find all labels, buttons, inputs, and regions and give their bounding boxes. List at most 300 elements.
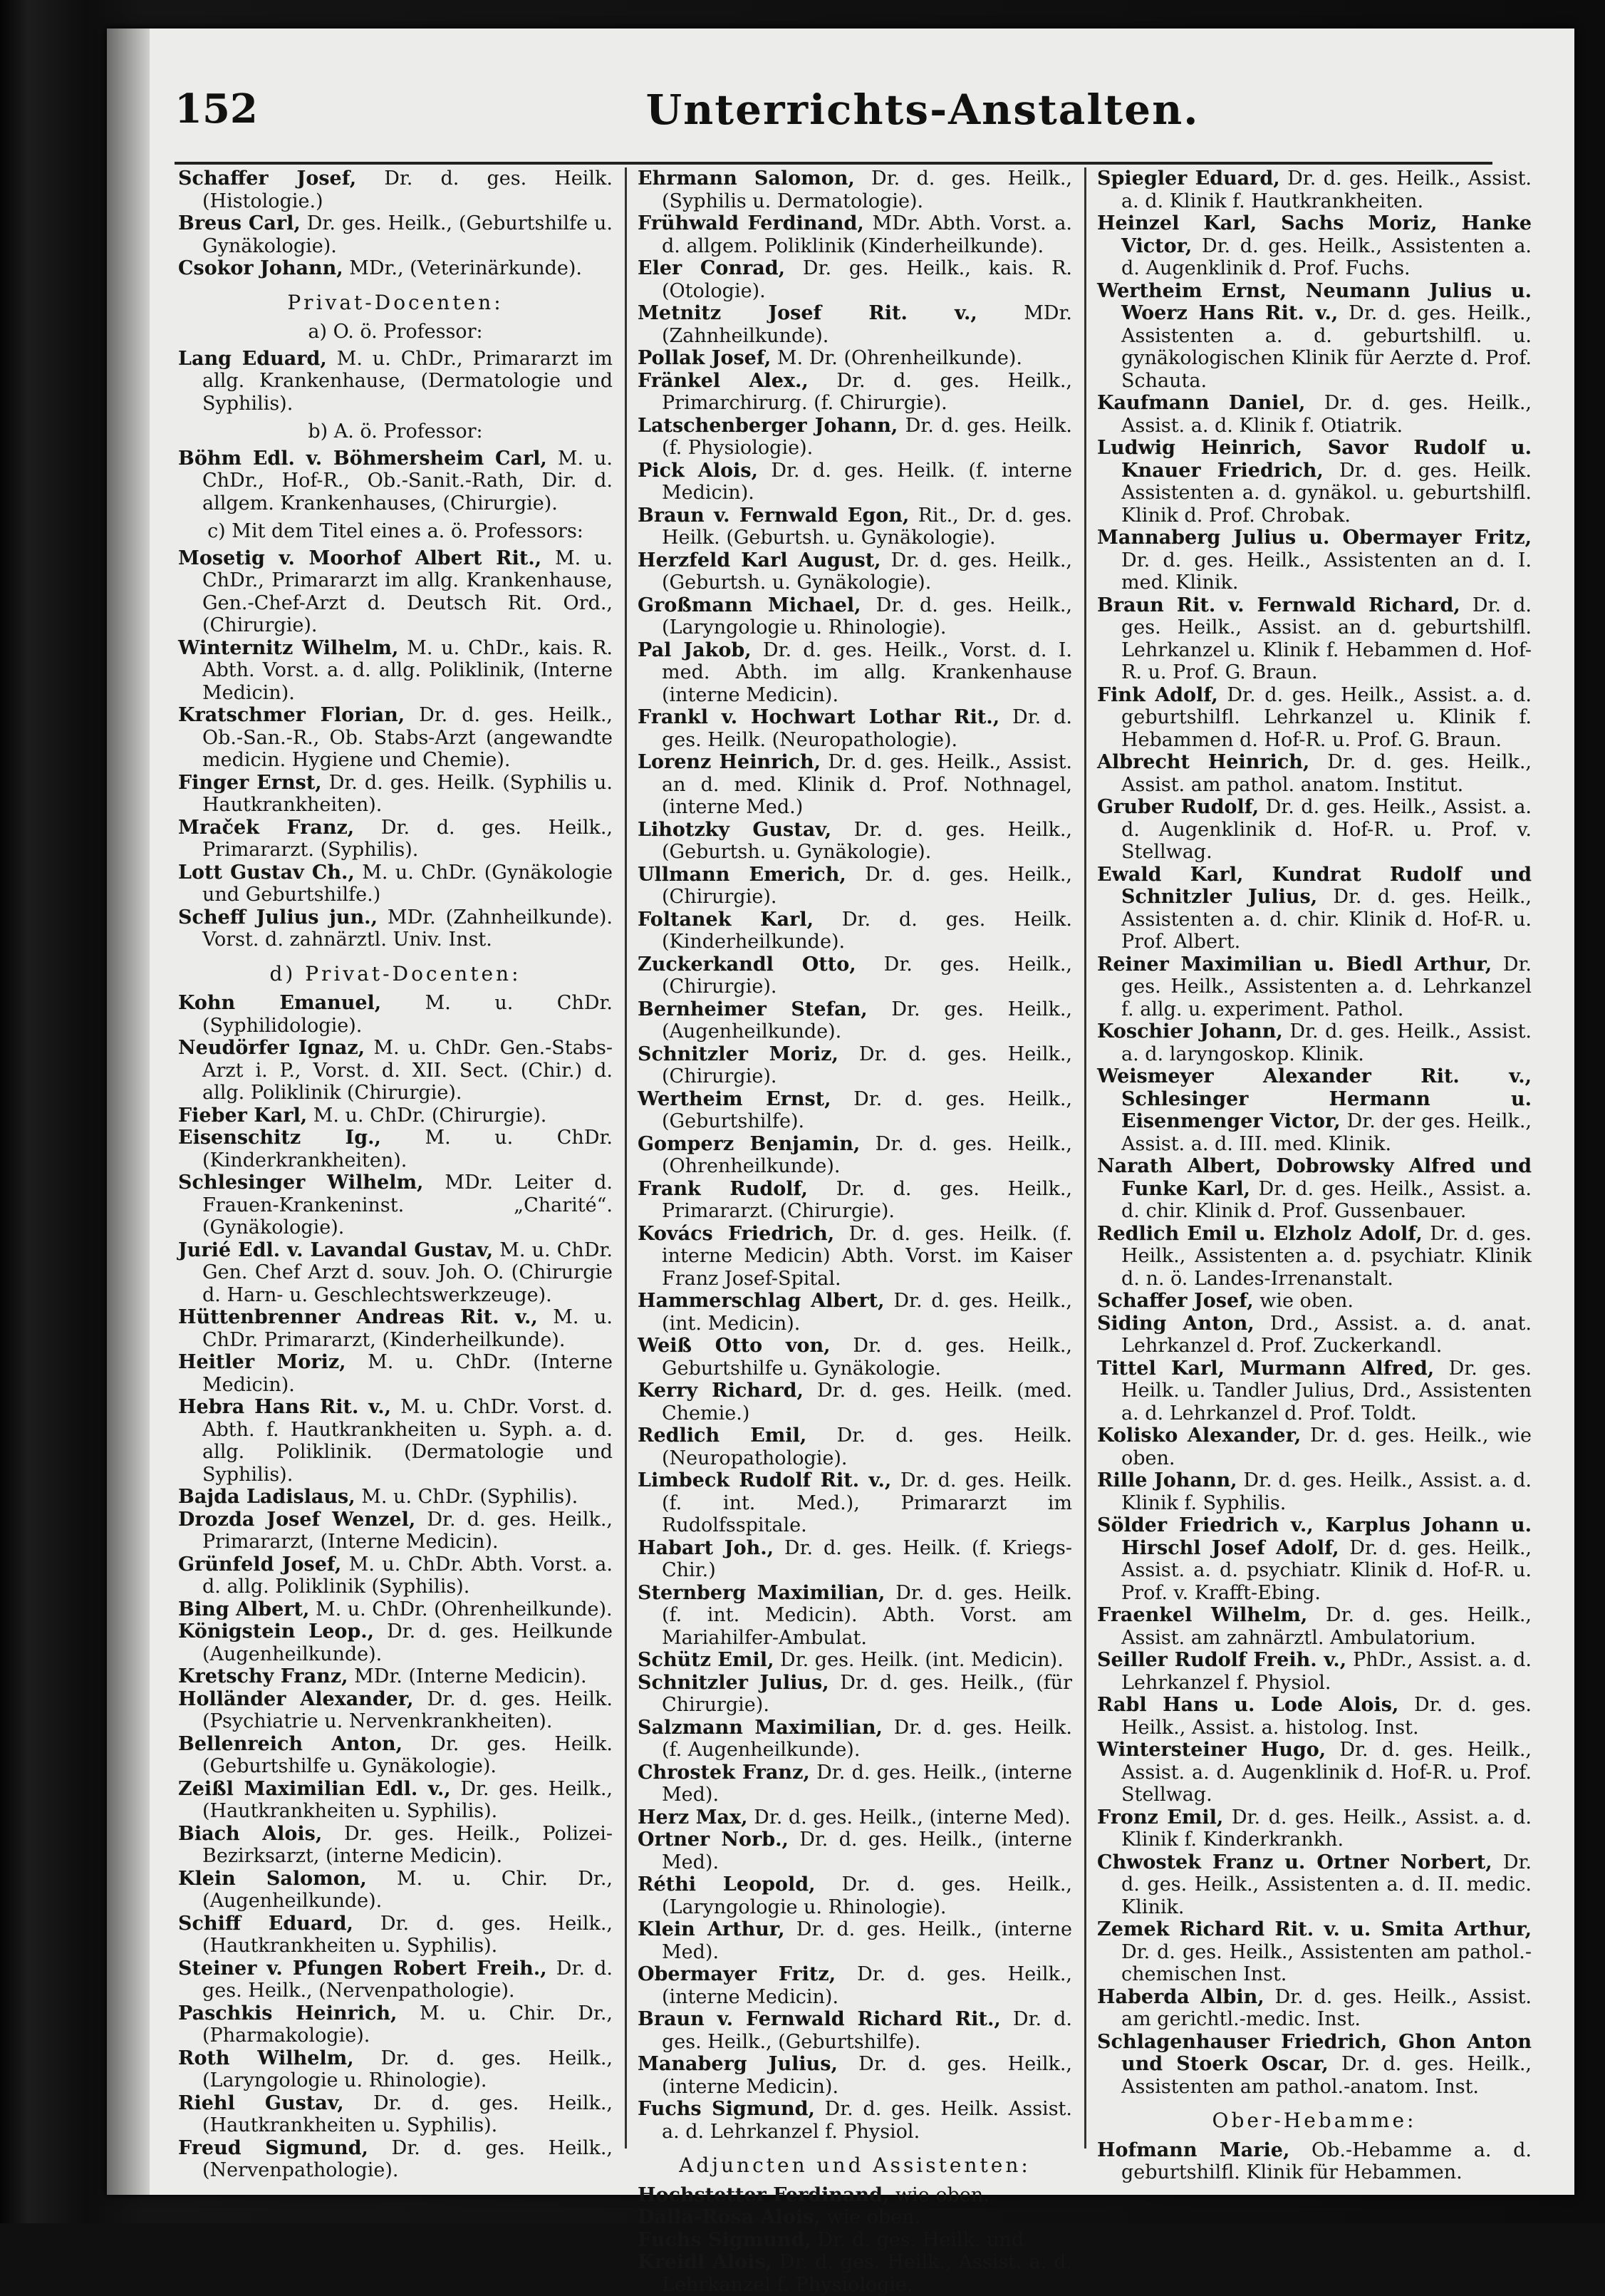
directory-entry [1097,527,1532,594]
directory-entry [1097,1020,1532,1065]
directory-entry [638,1717,1072,1762]
entry-name: Obermayer Fritz, [638,1963,836,1985]
entry-details: Dr. d. ges. Heilk., Assist. an d. med. Klinik d. Prof. Nothnagel, (interne Med.) [662,751,1072,818]
entry-name: Klein Arthur, [638,1918,785,1940]
directory-entry [178,1598,613,1621]
entry-details: Dr. d. ges. Heilk., Assist. am gerichtl.-medic. Inst. [1121,1985,1532,2030]
entry-details: Dr. d. ges. Heilk. (Histologie.) [202,167,613,212]
entry-name: Kratschmer Florian, [178,704,405,726]
entry-details: Dr. d. ges. Heilk., (Nervenpathologie). [202,2136,613,2181]
directory-entry [638,460,1072,505]
entry-details: Dr. ges. Heilk. (Geburtshilfe u. Gynäkologie). [202,1732,613,1777]
entry-details: Dr. d. ges. Heilk., Assist. a. d. Klinik f. Kinderkrankh. [1121,1806,1532,1851]
entry-details: M. u. ChDr. Gen.-Stabs-Arzt i. P., Vorst. d. XII. Sect. (Chir.) d. allg. Poliklinik (Chirurgie). [202,1037,613,1104]
entry-details: Rit., Dr. d. ges. Heilk. (Geburtsh. u. Gynäkologie). [662,504,1072,549]
entry-details: Dr. d. ges. Heilk., (Laryngologie u. Rhinologie). [662,1873,1072,1918]
text-column-2 [638,167,1073,2296]
directory-entry [638,212,1072,257]
directory-entry [638,167,1072,212]
entry-name: Redlich Emil, [638,1424,807,1447]
entry-name: Koschier Johann, [1097,1020,1283,1043]
entry-details: Dr. d. ges. Heilk., Primararzt. (Chirurgie). [662,1177,1072,1222]
entry-name: Fraenkel Wilhelm, [1097,1604,1308,1626]
entry-name: Fuchs Sigmund, [638,2098,815,2120]
entry-details: Dr. d. ges. Heilk., wie oben. [1121,1424,1532,1469]
directory-entry [178,448,613,515]
entry-details: Dr. d. ges. Heilk., (Geburtsh. u. Gynäkologie). [662,549,1072,594]
directory-entry [178,1553,613,1598]
directory-entry [1097,1290,1532,1313]
entry-name: Latschenberger Johann, [638,414,898,437]
entry-name: Schaffer Josef, [1097,1290,1254,1312]
entry-details: Dr. d. ges. Heilk., Assist. a. d. Klinik f. Hautkrankheiten. [1121,167,1532,212]
entry-name: Wertheim Ernst, [638,1087,831,1110]
entry-name: Heitler Moriz, [178,1351,346,1373]
entry-details: M. u. ChDr., Primararzt im allg. Krankenhause, Gen.-Chef-Arzt d. Deutsch Rit. Ord., (Chirurgie). [202,547,613,636]
entry-details: Dr. d. ges. Heilk., (interne Med). [747,1806,1071,1829]
directory-entry [638,2251,1072,2296]
entry-details: Dr. d. ges. Heilk., (interne Med). [662,1761,1072,1806]
entry-name: Mosetig v. Moorhof Albert Rit., [178,547,542,569]
subsection-heading: c) Mit dem Titel eines a. ö. Professors: [207,520,583,542]
directory-entry [178,1105,613,1127]
directory-entry [1097,1223,1532,1291]
entry-details: Dr. d. ges. Heilk., (Chirurgie). [662,863,1073,908]
entry-details: Dr. d. ges. Heilk., Assist. a. d. Klinik f. Syphilis. [1121,1469,1532,1514]
entry-details: Dr. d. ges. Heilk., Assist. a. d. psychiatr. Klinik d. Hof-R. u. Prof. v. Krafft-Ebing. [1121,1536,1532,1604]
directory-entry [1097,437,1532,527]
directory-entry [178,1620,613,1665]
entry-details: Dr. d. ges. Heilk., (Laryngologie u. Rhinologie). [202,2047,613,2091]
entry-name: Weismeyer Alexander Rit. v., Schlesinger Hermann u. Eisenmenger Victor, [1097,1065,1532,1132]
entry-name: Frühwald Ferdinand, [638,212,864,234]
directory-entry [638,1335,1072,1380]
directory-entry [1097,684,1532,752]
entry-name: Chrostek Franz, [638,1761,810,1784]
directory-entry [178,547,613,637]
directory-entry [1097,1514,1532,1604]
directory-entry [178,2002,613,2047]
directory-entry [1097,1986,1532,2031]
entry-name: Hebra Hans Rit. v., [178,1396,392,1418]
entry-name: Redlich Emil u. Elzholz Adolf, [1097,1222,1423,1245]
entry-details: M. u. ChDr., Primararzt im allg. Krankenhause, (Dermatologie und Syphilis). [202,347,613,415]
entry-name: Königstein Leop., [178,1620,375,1643]
directory-entry [638,1829,1072,1873]
entry-details: Dr. d. ges. Heilk. (f. int. Medicin). Abth. Vorst. am Mariahilfer-Ambulat. [662,1581,1072,1649]
entry-name: Schütz Emil, [638,1649,774,1671]
directory-entry [638,1223,1072,1291]
entry-name: Pollak Josef, [638,347,772,369]
entry-details: M. u. ChDr., kais. R. Abth. Vorst. a. d. allg. Poliklinik, (Interne Medicin). [202,636,613,704]
directory-entry [638,909,1072,953]
entry-name: Salzmann Maximilian, [638,1716,883,1739]
directory-entry [178,862,613,906]
directory-entry [178,1913,613,1958]
entry-name: Braun v. Fernwald Richard Rit., [638,2008,1001,2030]
entry-name: Ludwig Heinrich, Savor Rudolf u. Knauer Friedrich, [1097,437,1532,482]
entry-details: Dr. d. ges. Heilk., (interne Medicin). [662,2053,1073,2098]
entry-details: Dr. d. ges. Heilk., (Syphilis u. Dermatologie). [662,167,1073,212]
entry-name: Metnitz Josef Rit. v., [638,302,977,324]
entry-name: Dalla-Rosa Alois, [638,2206,821,2228]
entry-name: Herzfeld Karl August, [638,549,881,572]
entry-name: Kerry Richard, [638,1380,804,1402]
directory-entry [178,1509,613,1553]
directory-entry [1097,1155,1532,1223]
entry-name: Roth Wilhelm, [178,2047,354,2069]
directory-entry [1097,212,1532,280]
entry-name: Haberda Albin, [1097,1985,1264,2008]
entry-details: Drd., Assist. a. d. anat. Lehrkanzel d. Prof. Zuckerkandl. [1121,1312,1532,1357]
entry-name: Schaffer Josef, [178,167,357,190]
entry-name: Chwostek Franz u. Ortner Norbert, [1097,1851,1492,1873]
directory-entry [1097,392,1532,437]
entry-name: Heinzel Karl, Sachs Moriz, Hanke Victor, [1097,212,1532,257]
entry-name: Fuchs Sigmund, [638,2228,811,2251]
entry-details: M. u. ChDr. (Ohrenheilkunde). [309,1598,613,1620]
entry-details: Dr. d. ges. Heilk. (f. Augenheilkunde). [662,1716,1072,1761]
directory-entry [1097,167,1532,212]
entry-name: Fieber Karl, [178,1104,308,1127]
entry-details: Dr. ges. Heilk., (Augenheilkunde). [662,998,1072,1043]
entry-details: Dr. d. ges. Heilk., Assist. a. d. chir. Klinik d. Prof. Gussenbauer. [1121,1177,1532,1222]
entry-name: Braun Rit. v. Fernwald Richard, [1097,594,1460,616]
entry-details: Dr. d. ges. Heilk. (Psychiatrie u. Nervenkrankheiten). [202,1687,613,1732]
entry-details: Dr. d. ges. Heilk. Assist. a. d. Lehrkanzel f. Physiol. [662,2098,1072,2143]
entry-name: Herz Max, [638,1806,748,1829]
entry-name: Seiller Rudolf Freih. v., [1097,1649,1347,1671]
entry-name: Böhm Edl. v. Böhmersheim Carl, [178,447,547,470]
entry-details: Dr. d. ges. Heilk., Assist. am pathol. anatom. Institut. [1121,751,1532,796]
entry-name: Biach Alois, [178,1822,323,1845]
directory-entry [638,302,1072,347]
entry-name: Weiß Otto von, [638,1335,831,1357]
entry-name: Kohn Emanuel, [178,992,382,1014]
directory-entry [1097,1469,1532,1514]
directory-entry [638,864,1072,909]
entry-name: Freud Sigmund, [178,2136,368,2159]
entry-details: Dr. d. ges. Heilk., Assist. a. d. geburtshilfl. Lehrkanzel u. Klinik f. Hebammen d. Hof-R. u. Prof. G. Braun. [1121,683,1532,751]
entry-details: Dr. ges. Heilk., (Hautkrankheiten u. Syphilis). [202,1777,613,1822]
directory-entry [638,1873,1072,1918]
entry-name: Jurié Edl. v. Lavandal Gustav, [178,1239,494,1261]
directory-entry [178,637,613,705]
entry-name: Klein Salomon, [178,1867,367,1890]
directory-entry [178,1868,613,1913]
directory-entry [1097,953,1532,1021]
entry-name: Albrecht Heinrich, [1097,751,1310,773]
entry-name: Frankl v. Hochwart Lothar Rit., [638,706,1000,728]
entry-name: Limbeck Rudolf Rit. v., [638,1469,892,1491]
directory-entry [178,1733,613,1778]
entry-details: Dr. d. ges. Heilk., Assist. a. d. laryngoskop. Klinik. [1121,1020,1532,1065]
entry-name: Gruber Rudolf, [1097,796,1259,818]
directory-entry [1097,1065,1532,1155]
directory-entry [1097,1649,1532,1694]
entry-name: Braun v. Fernwald Egon, [638,504,910,527]
entry-name: Bernheimer Stefan, [638,998,868,1020]
directory-entry [1097,1739,1532,1806]
entry-name: Ewald Karl, Kundrat Rudolf und Schnitzler Julius, [1097,863,1532,908]
entry-name: Bajda Ladislaus, [178,1486,355,1508]
directory-entry [638,1649,1072,1672]
directory-entry [1097,796,1532,864]
entry-details: Dr. d. ges. Heilk., (Hautkrankheiten u. Syphilis). [202,2091,613,2136]
directory-entry [638,257,1072,302]
page-gutter [107,29,150,2195]
entry-name: Grünfeld Josef, [178,1553,342,1576]
entry-name: Tittel Karl, Murmann Alfred, [1097,1357,1435,1380]
entry-name: Lorenz Heinrich, [638,751,821,773]
entry-details: Dr. d. ges. Heilk., Assist. a. d. Klinik f. Otiatrik. [1121,392,1532,437]
directory-entry [1097,594,1532,684]
entry-name: Gomperz Benjamin, [638,1132,861,1155]
directory-entry [178,1239,613,1307]
entry-name: Eisenschitz Ig., [178,1127,381,1149]
entry-name: Fränkel Alex., [638,369,809,392]
page-title: Unterrichts-Anstalten. [645,86,1200,134]
header-rule [175,162,1492,165]
page-header [107,86,1574,150]
directory-entry [638,370,1072,415]
entry-details: Dr. d. ges. Heilkunde (Augenheilkunde). [202,1620,613,1665]
directory-entry [178,1958,613,2002]
directory-entry [638,998,1072,1043]
entry-name: Habart Joh., [638,1536,774,1559]
entry-name: Spiegler Eduard, [1097,167,1280,190]
entry-details: Dr. d. ges. Heilk., (interne Med). [662,1829,1072,1873]
entry-details: M. u. ChDr. (Syphilis). [355,1486,578,1508]
entry-details: Dr. d. ges. Heilk., Assist. a. d. Augenklinik d. Hof-R. u. Prof. v. Stellwag. [1121,796,1532,863]
directory-entry [178,1127,613,1172]
entry-details: Dr. d. ges. Heilk., Assistenten am pathol.-chemischen Inst. [1121,1940,1532,1985]
entry-name: Rabl Hans u. Lode Alois, [1097,1694,1399,1716]
entry-details: M. Dr. (Ohrenheilkunde). [771,347,1022,369]
entry-name: Riehl Gustav, [178,2091,344,2114]
entry-details: MDr., (Veterinärkunde). [343,257,582,279]
directory-entry [638,819,1072,864]
entry-name: Lott Gustav Ch., [178,861,355,884]
entry-details: Dr. ges. Heilk., kais. R. (Otologie). [662,257,1072,302]
entry-details: M. u. ChDr. Vorst. d. Abth. f. Hautkrankheiten u. Syph. a. d. allg. Poliklinik. (Dermatologie und Syphilis). [202,1396,613,1486]
directory-entry [178,772,613,817]
entry-details: Dr. d. ges. Heilk., (Hautkrankheiten u. Syphilis). [202,1912,613,1957]
entry-name: Pick Alois, [638,459,758,482]
entry-name: Hochstetter Ferdinand, [638,2183,890,2206]
entry-details: Dr. d. ges. Heilk. (f. interne Medicin) Abth. Vorst. im Kaiser Franz Josef-Spital. [662,1222,1072,1290]
directory-entry [638,1918,1072,1963]
directory-entry [178,817,613,862]
directory-entry [178,167,613,212]
entry-details: Dr. ges. Heilk., (Geburtshilfe u. Gynäkologie). [202,212,613,257]
entry-details: Dr. ges. Heilk., Polizei-Bezirksarzt, (interne Medicin). [202,1822,613,1867]
directory-entry [1097,1806,1532,1851]
entry-name: Steiner v. Pfungen Robert Freih., [178,1957,547,1980]
entry-name: Fink Adolf, [1097,683,1218,706]
directory-entry [638,2053,1072,2098]
entry-name: Lihotzky Gustav, [638,818,832,841]
entry-name: Foltanek Karl, [638,908,814,931]
entry-name: Réthi Leopold, [638,1873,816,1896]
directory-entry [638,751,1072,819]
directory-entry [638,1088,1072,1133]
entry-name: Csokor Johann, [178,257,343,279]
entry-details: PhDr., Assist. a. d. Lehrkanzel f. Physiol. [1121,1649,1532,1694]
entry-name: Sternberg Maximilian, [638,1581,885,1604]
directory-entry [638,1178,1072,1223]
entry-name: Fronz Emil, [1097,1806,1224,1829]
section-heading: Adjuncten und Assistenten: [679,2153,1031,2177]
entry-details: Dr. d. ges. Heilk. Assistenten a. d. gynäkol. u. geburtshilfl. Klinik d. Prof. Chrobak. [1121,459,1532,527]
entry-details: Dr. d. ges. Heilk., Assistenten am pathol.-anatom. Inst. [1121,2053,1532,2098]
entry-details: M. u. ChDr. Gen. Chef Arzt d. souv. Joh. O. (Chirurgie d. Harn- u. Geschlechtswerkzeuge). [202,1239,613,1306]
entry-details: wie oben. [889,2183,990,2206]
entry-details: Dr. d. ges. Heilk., Assist. a. d. Augenklinik d. Hof-R. u. Prof. Stellwag. [1121,1739,1532,1806]
entry-details: Dr. d. ges. Heilk., Assist. an d. geburtshilfl. Lehrkanzel u. Klinik f. Hebammen d. Hof-R. u. Prof. G. Braun. [1121,594,1532,683]
entry-details: MDr. (Interne Medicin). [348,1665,587,1687]
entry-details: Dr. d. ges. Heilk., (Geburtshilfe). [662,1087,1073,1132]
directory-entry [178,212,613,257]
entry-name: Eler Conrad, [638,257,786,279]
directory-entry [638,1672,1072,1717]
directory-entry [638,953,1072,998]
entry-details: wie oben. [820,2206,921,2228]
directory-entry [178,1688,613,1733]
entry-name: Mraček Franz, [178,816,355,839]
entry-details: M. u. ChDr., Hof-R., Ob.-Sanit.-Rath, Dir. d. allgem. Krankenhauses, (Chirurgie). [202,447,613,514]
directory-entry [1097,1694,1532,1739]
entry-details: Dr. d. ges. Heilk., Primararzt, (Interne Medicin). [202,1508,613,1553]
entry-details: Dr. der ges. Heilk., Assist. a. d. III. med. Klinik. [1121,1110,1532,1155]
entry-details: Dr. ges. Heilk., (Chirurgie). [662,953,1072,998]
entry-name: Wintersteiner Hugo, [1097,1739,1326,1761]
entry-name: Kreidl Alois, [638,2251,773,2273]
directory-entry [1097,1851,1532,1919]
entry-details: Dr. d. ges. Heilk., (Geburtsh. u. Gynäkologie). [662,818,1072,863]
entry-details: Dr. d. ges. Heilk., (Chirurgie). [662,1043,1073,1087]
directory-entry [638,1806,1072,1829]
entry-name: Wertheim Ernst, Neumann Julius u. Woerz Hans Rit. v., [1097,279,1532,324]
entry-details: Dr. ges. Heilk. u. Tandler Julius, Drd., Assistenten a. d. Lehrkanzel d. Prof. Toldt. [1121,1357,1532,1424]
entry-name: Ehrmann Salomon, [638,167,855,190]
directory-entry [1097,2031,1532,2099]
entry-name: Kaufmann Daniel, [1097,392,1306,414]
subsection-heading: a) O. ö. Professor: [308,321,483,343]
directory-entry [638,1963,1072,2008]
directory-entry [178,2092,613,2137]
directory-entry [638,2098,1072,2143]
entry-details: M. u. ChDr. (Gynäkologie und Geburtshilfe.) [202,861,613,906]
entry-details: Dr. d. ges. Heilk. (f. int. Med.), Primararzt im Rudolfsspitale. [662,1469,1072,1536]
entry-name: Reiner Maximilian u. Biedl Arthur, [1097,953,1492,976]
entry-details: Dr. ges. Heilk. (int. Medicin). [774,1649,1064,1671]
entry-details: Dr. d. ges. Heilk. (Kinderheilkunde). [662,908,1072,953]
entry-details: Dr. d. ges. Heilk., Ob.-San.-R., Ob. Stabs-Arzt (angewandte medicin. Hygiene und Chemie). [202,704,613,771]
entry-name: Zuckerkandl Otto, [638,953,856,976]
entry-details: Dr. d. ges. Heilk., (Laryngologie u. Rhinologie). [662,594,1073,638]
entry-details: Dr. d. ges. Heilk., Vorst. d. I. med. Abth. im allg. Krankenhause (interne Medicin). [662,638,1072,706]
directory-entry [1097,751,1532,796]
entry-details: Dr. d. ges. Heilk. (f. Physiologie). [662,414,1072,459]
entry-name: Breus Carl, [178,212,301,234]
entry-name: Scheff Julius jun., [178,906,378,929]
entry-details: M. u. ChDr. (Kinderkrankheiten). [202,1127,613,1172]
directory-entry [178,257,613,280]
column-divider [1084,167,1086,2148]
entry-details: M. u. ChDr. Primararzt, (Kinderheilkunde). [202,1306,613,1351]
entry-name: Hofmann Marie, [1097,2139,1290,2161]
entry-details: Dr. d. ges. Heilk., Assistenten a. d. chir. Klinik d. Hof-R. u. Prof. Albert. [1121,886,1532,953]
directory-entry [638,1380,1072,1424]
directory-entry [1097,1313,1532,1358]
entry-details: Dr. ges. Heilk., Assistenten a. d. Lehrkanzel f. allg. u. experiment. Pathol. [1121,953,1532,1020]
entry-details: MDr. Leiter d. Frauen-Krankeninst. „Charité“. (Gynäkologie). [202,1172,613,1239]
directory-entry [638,1133,1072,1178]
entry-name: Kretschy Franz, [178,1665,348,1687]
entry-details: MDr. (Zahnheilkunde). Vorst. d. zahnärztl. Univ. Inst. [202,906,613,951]
directory-entry [1097,280,1532,393]
page-number: 152 [175,86,258,133]
entry-name: Zemek Richard Rit. v. u. Smita Arthur, [1097,1918,1532,1940]
directory-entry [178,2047,613,2092]
book-page [107,29,1574,2296]
directory-entry [638,1043,1072,1088]
text-column-1 [178,167,613,2181]
entry-details: Dr. d. ges. Heilk., Assistenten an d. I. med. Klinik. [1121,549,1532,594]
entry-name: Schlesinger Wilhelm, [178,1172,424,1194]
directory-entry [178,704,613,772]
entry-details: Dr. d. ges. Heilk. und [811,2228,1024,2251]
entry-name: Schiff Eduard, [178,1912,353,1935]
entry-details: Ob.-Hebamme a. d. geburtshilfl. Klinik für Hebammen. [1121,2139,1532,2183]
entry-details: Dr. d. ges. Heilk. (Neuropathologie). [662,706,1072,751]
directory-entry [178,992,613,1037]
entry-details: Dr. d. ges. Heilk., (interne Med). [662,1918,1072,1963]
entry-name: Schlagenhauser Friedrich, Ghon Anton und Stoerk Oscar, [1097,2030,1532,2075]
directory-entry [638,1469,1072,1537]
entry-details: Dr. d. ges. Heilk. (Neuropathologie). [662,1424,1072,1469]
entry-name: Großmann Michael, [638,594,861,616]
entry-name: Neudörfer Ignaz, [178,1037,365,1059]
directory-entry [638,2206,1072,2229]
subsection-heading: b) A. ö. Professor: [308,420,483,443]
directory-entry [638,1424,1072,1469]
entry-details: M. u. ChDr. (Interne Medicin). [202,1351,613,1396]
section-heading: Privat-Docenten: [287,290,504,314]
directory-entry [638,1762,1072,1806]
entry-name: Mannaberg Julius u. Obermayer Fritz, [1097,527,1532,549]
entry-details: M. u. ChDr. (Chirurgie). [307,1104,547,1127]
text-column-3 [1097,167,1532,2183]
directory-entry [178,1306,613,1351]
entry-details: Dr. d. ges. Heilk., Geburtshilfe u. Gynäkologie. [662,1335,1073,1380]
entry-details: Dr. d. ges. Heilk., (interne Medicin). [662,1963,1072,2008]
entry-name: Finger Ernst, [178,771,322,794]
entry-name: Holländer Alexander, [178,1687,414,1710]
entry-details: Dr. d. ges. Heilk. (Syphilis u. Hautkrankheiten). [202,771,613,816]
entry-name: Bing Albert, [178,1598,310,1620]
entry-details: Dr. d. ges. Heilk., (Geburtshilfe). [662,2008,1072,2053]
entry-name: Kolisko Alexander, [1097,1424,1302,1447]
directory-entry [638,2184,1072,2207]
entry-details: Dr. d. ges. Heilk., Primarchirurg. (f. Chirurgie). [662,369,1073,414]
entry-details: Dr. d. ges. Heilk., (für Chirurgie). [662,1671,1072,1716]
entry-details: Dr. d. ges. Heilk. (f. interne Medicin). [662,459,1072,504]
entry-name: Paschkis Heinrich, [178,2002,398,2024]
directory-entry [638,347,1072,370]
entry-details: Dr. d. ges. Heilk., Assistenten a. d. II. medic. Klinik. [1121,1851,1532,1918]
